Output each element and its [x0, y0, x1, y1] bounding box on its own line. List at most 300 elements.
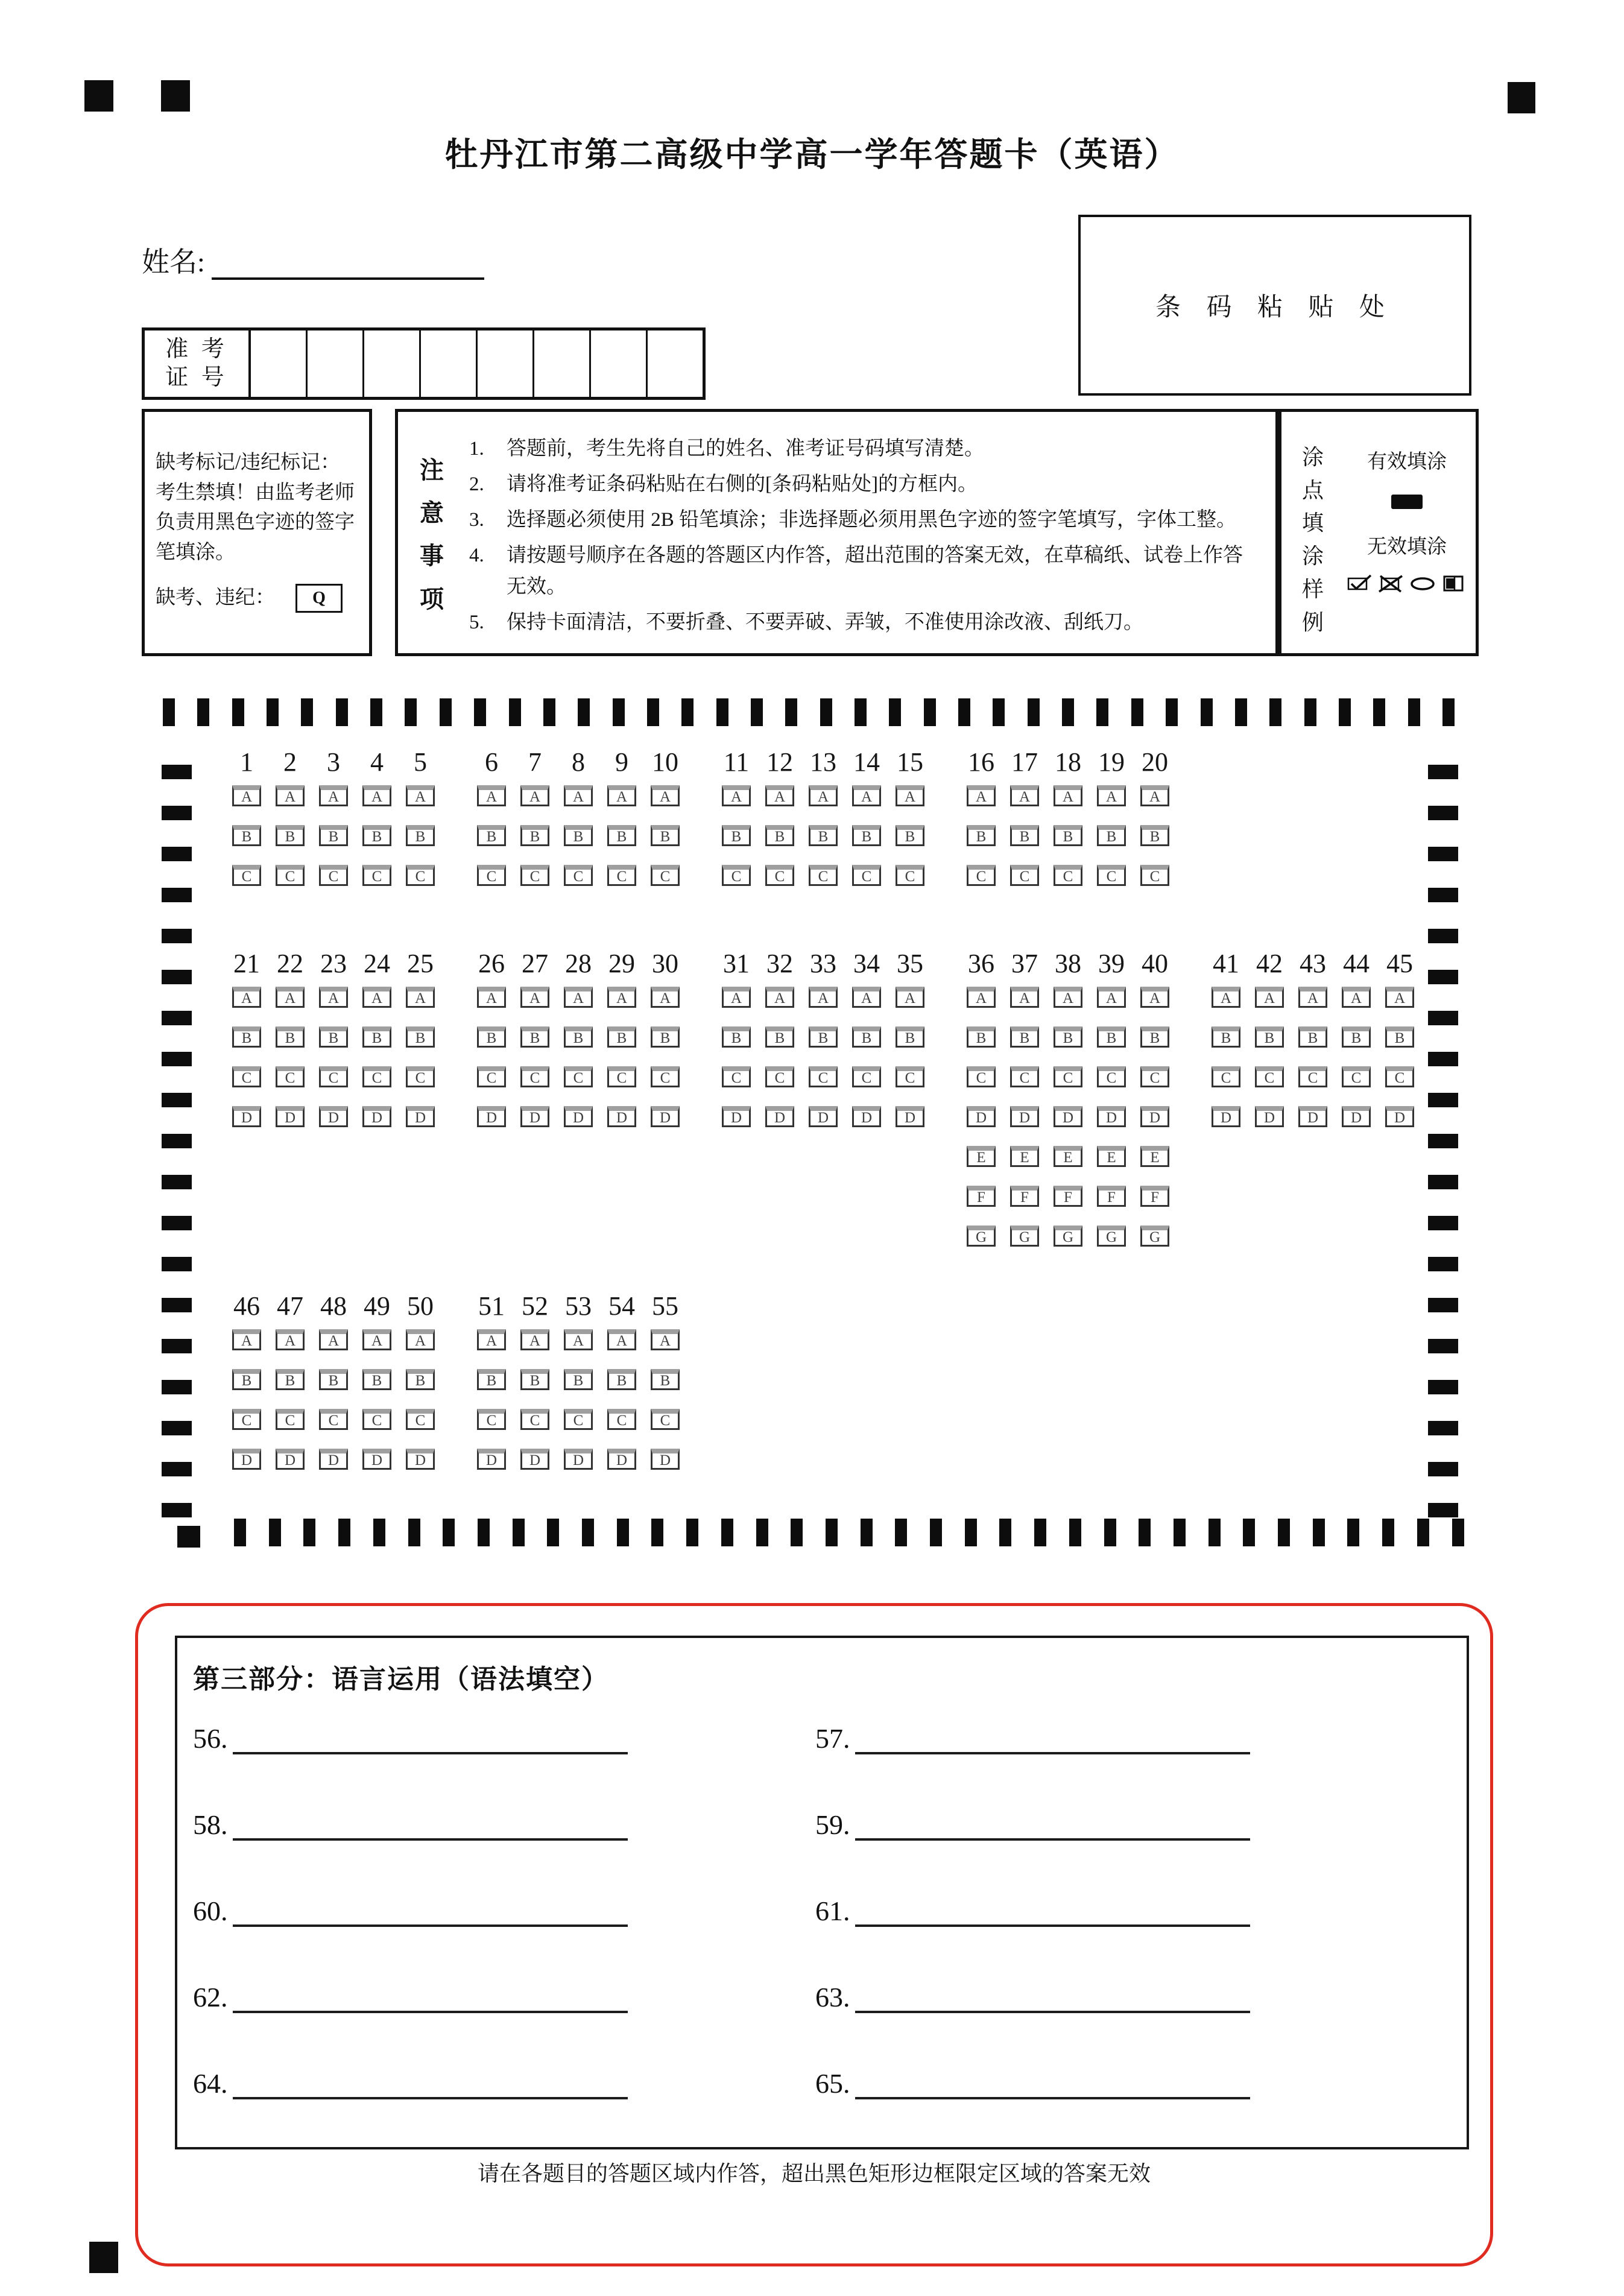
- answer-bubble-34-A[interactable]: A: [852, 987, 881, 1008]
- answer-bubble-18-C[interactable]: C: [1054, 865, 1082, 886]
- answer-bubble-11-B[interactable]: B: [722, 825, 751, 846]
- answer-bubble-55-A[interactable]: A: [651, 1329, 680, 1350]
- answer-bubble-25-A[interactable]: A: [406, 987, 435, 1008]
- grammar-answer-blank[interactable]: [233, 1721, 628, 1754]
- answer-bubble-13-A[interactable]: A: [809, 785, 838, 806]
- answer-bubble-21-B[interactable]: B: [232, 1026, 261, 1048]
- answer-bubble-42-A[interactable]: A: [1255, 987, 1284, 1008]
- question-number: 42: [1256, 949, 1283, 978]
- answer-bubble-53-D[interactable]: D: [564, 1449, 593, 1470]
- answer-bubble-14-C[interactable]: C: [852, 865, 881, 886]
- grammar-question-number: 56.: [193, 1723, 228, 1754]
- answer-bubble-52-B[interactable]: B: [520, 1369, 549, 1390]
- answer-bubble-1-A[interactable]: A: [232, 785, 261, 806]
- vertical-label-char: 意: [420, 500, 444, 527]
- answer-bubble-41-A[interactable]: A: [1212, 987, 1240, 1008]
- answer-bubble-31-D[interactable]: D: [722, 1106, 751, 1127]
- answer-bubble-31-A[interactable]: A: [722, 987, 751, 1008]
- answer-bubble-36-D[interactable]: D: [967, 1106, 996, 1127]
- answer-bubble-27-C[interactable]: C: [520, 1066, 549, 1087]
- answer-bubble-46-B[interactable]: B: [232, 1369, 261, 1390]
- answer-bubble-50-B[interactable]: B: [406, 1369, 435, 1390]
- answer-bubble-38-F[interactable]: F: [1054, 1186, 1082, 1207]
- timing-mark: [647, 698, 659, 726]
- answer-bubble-35-B[interactable]: B: [896, 1026, 924, 1048]
- answer-bubble-45-B[interactable]: B: [1385, 1026, 1414, 1048]
- answer-bubble-2-C[interactable]: C: [276, 865, 305, 886]
- barcode-paste-box[interactable]: [1078, 215, 1471, 396]
- answer-bubble-9-A[interactable]: A: [607, 785, 636, 806]
- answer-bubble-49-A[interactable]: A: [362, 1329, 391, 1350]
- timing-mark: [791, 1519, 803, 1546]
- question-number: 52: [522, 1291, 548, 1321]
- answer-bubble-23-D[interactable]: D: [319, 1106, 348, 1127]
- question-number: 45: [1386, 949, 1413, 978]
- notice-vertical-label: [398, 412, 466, 653]
- answer-bubble-53-A[interactable]: A: [564, 1329, 593, 1350]
- answer-bubble-50-A[interactable]: A: [406, 1329, 435, 1350]
- answer-bubble-54-A[interactable]: A: [607, 1329, 636, 1350]
- answer-bubble-31-C[interactable]: C: [722, 1066, 751, 1087]
- timing-mark: [1428, 929, 1458, 943]
- timing-mark: [751, 698, 763, 726]
- timing-mark: [1104, 1519, 1116, 1546]
- answer-bubble-40-F[interactable]: F: [1140, 1186, 1169, 1207]
- answer-bubble-51-C[interactable]: C: [477, 1409, 506, 1430]
- answer-bubble-17-A[interactable]: A: [1010, 785, 1039, 806]
- answer-bubble-7-A[interactable]: A: [520, 785, 549, 806]
- answer-bubble-40-A[interactable]: A: [1140, 987, 1169, 1008]
- answer-bubble-12-A[interactable]: A: [765, 785, 794, 806]
- answer-bubble-36-G[interactable]: G: [967, 1225, 996, 1247]
- vertical-label-char: 点: [1301, 478, 1324, 502]
- answer-bubble-14-A[interactable]: A: [852, 785, 881, 806]
- answer-bubble-42-B[interactable]: B: [1255, 1026, 1284, 1048]
- answer-bubble-6-C[interactable]: C: [477, 865, 506, 886]
- answer-bubble-47-B[interactable]: B: [276, 1369, 305, 1390]
- answer-bubble-50-C[interactable]: C: [406, 1409, 435, 1430]
- answer-bubble-38-A[interactable]: A: [1054, 987, 1082, 1008]
- answer-bubble-19-C[interactable]: C: [1097, 865, 1126, 886]
- timing-mark: [958, 698, 970, 726]
- answer-bubble-26-B[interactable]: B: [477, 1026, 506, 1048]
- answer-bubble-55-B[interactable]: B: [651, 1369, 680, 1390]
- answer-bubble-24-D[interactable]: D: [362, 1106, 391, 1127]
- answer-bubble-38-G[interactable]: G: [1054, 1225, 1082, 1247]
- answer-bubble-34-C[interactable]: C: [852, 1066, 881, 1087]
- answer-bubble-25-B[interactable]: B: [406, 1026, 435, 1048]
- answer-bubble-9-C[interactable]: C: [607, 865, 636, 886]
- answer-bubble-39-B[interactable]: B: [1097, 1026, 1126, 1048]
- grammar-question-number: 59.: [815, 1809, 850, 1840]
- answer-bubble-43-B[interactable]: B: [1298, 1026, 1327, 1048]
- answer-bubble-15-A[interactable]: A: [896, 785, 924, 806]
- timing-mark: [443, 1519, 455, 1546]
- answer-bubble-6-B[interactable]: B: [477, 825, 506, 846]
- timing-mark: [1442, 698, 1455, 726]
- absent-checkbox[interactable]: Q: [295, 584, 343, 613]
- answer-bubble-23-B[interactable]: B: [319, 1026, 348, 1048]
- answer-bubble-10-A[interactable]: A: [651, 785, 680, 806]
- answer-bubble-26-C[interactable]: C: [477, 1066, 506, 1087]
- answer-bubble-21-A[interactable]: A: [232, 987, 261, 1008]
- answer-bubble-13-C[interactable]: C: [809, 865, 838, 886]
- exam-id-cell[interactable]: [478, 330, 534, 397]
- answer-bubble-30-D[interactable]: D: [651, 1106, 680, 1127]
- notice-item-number: 3.: [469, 509, 484, 531]
- answer-bubble-16-B[interactable]: B: [967, 825, 996, 846]
- answer-bubble-54-B[interactable]: B: [607, 1369, 636, 1390]
- answer-bubble-28-B[interactable]: B: [564, 1026, 593, 1048]
- timing-mark: [162, 1380, 192, 1394]
- answer-bubble-41-B[interactable]: B: [1212, 1026, 1240, 1048]
- question-number: 32: [766, 949, 793, 978]
- grammar-answer-blank[interactable]: [855, 1721, 1250, 1754]
- question-number: 18: [1055, 747, 1081, 777]
- exam-id-cell[interactable]: [308, 330, 364, 397]
- answer-bubble-38-B[interactable]: B: [1054, 1026, 1082, 1048]
- answer-bubble-55-C[interactable]: C: [651, 1409, 680, 1430]
- answer-bubble-25-D[interactable]: D: [406, 1106, 435, 1127]
- answer-bubble-4-B[interactable]: B: [362, 825, 391, 846]
- answer-bubble-37-B[interactable]: B: [1010, 1026, 1039, 1048]
- answer-bubble-38-E[interactable]: E: [1054, 1146, 1082, 1167]
- answer-bubble-53-C[interactable]: C: [564, 1409, 593, 1430]
- answer-bubble-8-C[interactable]: C: [564, 865, 593, 886]
- answer-bubble-5-C[interactable]: C: [406, 865, 435, 886]
- answer-bubble-32-B[interactable]: B: [765, 1026, 794, 1048]
- notice-item: [469, 505, 1255, 536]
- answer-bubble-40-B[interactable]: B: [1140, 1026, 1169, 1048]
- grammar-answer-blank[interactable]: [233, 2066, 628, 2099]
- answer-bubble-24-A[interactable]: A: [362, 987, 391, 1008]
- question-number: 37: [1011, 949, 1038, 978]
- answer-bubble-12-C[interactable]: C: [765, 865, 794, 886]
- exam-id-cell[interactable]: [364, 330, 421, 397]
- answer-bubble-33-C[interactable]: C: [809, 1066, 838, 1087]
- answer-bubble-10-B[interactable]: B: [651, 825, 680, 846]
- answer-bubble-44-B[interactable]: B: [1342, 1026, 1371, 1048]
- timing-mark: [1304, 698, 1316, 726]
- timing-mark: [993, 698, 1005, 726]
- answer-bubble-48-D[interactable]: D: [319, 1449, 348, 1470]
- answer-bubble-16-C[interactable]: C: [967, 865, 996, 886]
- answer-bubble-2-A[interactable]: A: [276, 785, 305, 806]
- answer-bubble-43-A[interactable]: A: [1298, 987, 1327, 1008]
- answer-bubble-43-D[interactable]: D: [1298, 1106, 1327, 1127]
- answer-bubble-54-C[interactable]: C: [607, 1409, 636, 1430]
- answer-bubble-27-A[interactable]: A: [520, 987, 549, 1008]
- vertical-label-char: 样: [1301, 577, 1324, 601]
- timing-mark: [1428, 1462, 1458, 1476]
- answer-bubble-11-A[interactable]: A: [722, 785, 751, 806]
- answer-bubble-29-A[interactable]: A: [607, 987, 636, 1008]
- answer-bubble-28-D[interactable]: D: [564, 1106, 593, 1127]
- answer-bubble-51-A[interactable]: A: [477, 1329, 506, 1350]
- answer-bubble-49-B[interactable]: B: [362, 1369, 391, 1390]
- question-number: 3: [327, 747, 340, 777]
- answer-bubble-39-D[interactable]: D: [1097, 1106, 1126, 1127]
- answer-bubble-20-B[interactable]: B: [1140, 825, 1169, 846]
- answer-bubble-29-C[interactable]: C: [607, 1066, 636, 1087]
- answer-bubble-22-C[interactable]: C: [276, 1066, 305, 1087]
- answer-bubble-24-B[interactable]: B: [362, 1026, 391, 1048]
- answer-bubble-10-C[interactable]: C: [651, 865, 680, 886]
- answer-bubble-44-D[interactable]: D: [1342, 1106, 1371, 1127]
- answer-bubble-13-B[interactable]: B: [809, 825, 838, 846]
- answer-bubble-47-C[interactable]: C: [276, 1409, 305, 1430]
- answer-bubble-48-C[interactable]: C: [319, 1409, 348, 1430]
- timing-mark: [861, 1519, 873, 1546]
- answer-bubble-5-B[interactable]: B: [406, 825, 435, 846]
- answer-bubble-1-B[interactable]: B: [232, 825, 261, 846]
- answer-bubble-19-B[interactable]: B: [1097, 825, 1126, 846]
- answer-bubble-1-C[interactable]: C: [232, 865, 261, 886]
- answer-bubble-17-C[interactable]: C: [1010, 865, 1039, 886]
- answer-bubble-37-G[interactable]: G: [1010, 1225, 1039, 1247]
- answer-bubble-45-A[interactable]: A: [1385, 987, 1414, 1008]
- absent-mark-text: 缺考标记/违纪标记：考生禁填！由监考老师负责用黑色字迹的签字笔填涂。: [156, 452, 355, 563]
- answer-bubble-17-B[interactable]: B: [1010, 825, 1039, 846]
- timing-mark: [162, 847, 192, 861]
- grammar-answer-row: [193, 1807, 628, 1843]
- answer-bubble-39-E[interactable]: E: [1097, 1146, 1126, 1167]
- answer-bubble-40-C[interactable]: C: [1140, 1066, 1169, 1087]
- timing-mark: [303, 1519, 315, 1546]
- answer-bubble-5-A[interactable]: A: [406, 785, 435, 806]
- answer-bubble-23-C[interactable]: C: [319, 1066, 348, 1087]
- answer-bubble-23-A[interactable]: A: [319, 987, 348, 1008]
- notice-item: [469, 469, 1255, 500]
- answer-bubble-49-D[interactable]: D: [362, 1449, 391, 1470]
- timing-mark: [338, 1519, 350, 1546]
- exam-id-cell[interactable]: [421, 330, 478, 397]
- timing-mark: [301, 698, 313, 726]
- answer-bubble-44-A[interactable]: A: [1342, 987, 1371, 1008]
- grammar-question-number: 60.: [193, 1896, 228, 1926]
- answer-bubble-30-C[interactable]: C: [651, 1066, 680, 1087]
- answer-bubble-36-C[interactable]: C: [967, 1066, 996, 1087]
- half-filled-box-icon: [1441, 574, 1467, 593]
- answer-bubble-33-B[interactable]: B: [809, 1026, 838, 1048]
- question-number: 10: [652, 747, 678, 777]
- answer-bubble-25-C[interactable]: C: [406, 1066, 435, 1087]
- answer-bubble-42-C[interactable]: C: [1255, 1066, 1284, 1087]
- answer-bubble-27-D[interactable]: D: [520, 1106, 549, 1127]
- answer-bubble-6-A[interactable]: A: [477, 785, 506, 806]
- answer-bubble-26-A[interactable]: A: [477, 987, 506, 1008]
- answer-bubble-38-C[interactable]: C: [1054, 1066, 1082, 1087]
- answer-bubble-42-D[interactable]: D: [1255, 1106, 1284, 1127]
- answer-bubble-37-F[interactable]: F: [1010, 1186, 1039, 1207]
- exam-id-label: 准 考 证 号: [145, 330, 251, 397]
- answer-bubble-22-B[interactable]: B: [276, 1026, 305, 1048]
- answer-bubble-52-C[interactable]: C: [520, 1409, 549, 1430]
- grammar-question-number: 62.: [193, 1982, 228, 2013]
- answer-bubble-49-C[interactable]: C: [362, 1409, 391, 1430]
- answer-bubble-53-B[interactable]: B: [564, 1369, 593, 1390]
- answer-bubble-4-C[interactable]: C: [362, 865, 391, 886]
- answer-bubble-41-C[interactable]: C: [1212, 1066, 1240, 1087]
- answer-bubble-34-B[interactable]: B: [852, 1026, 881, 1048]
- answer-bubble-48-A[interactable]: A: [319, 1329, 348, 1350]
- answer-bubble-40-E[interactable]: E: [1140, 1146, 1169, 1167]
- answer-bubble-21-D[interactable]: D: [232, 1106, 261, 1127]
- grammar-answer-blank[interactable]: [233, 1979, 628, 2013]
- exam-id-cell[interactable]: [251, 330, 308, 397]
- answer-bubble-31-B[interactable]: B: [722, 1026, 751, 1048]
- answer-bubble-44-C[interactable]: C: [1342, 1066, 1371, 1087]
- answer-bubble-35-C[interactable]: C: [896, 1066, 924, 1087]
- answer-bubble-51-D[interactable]: D: [477, 1449, 506, 1470]
- answer-bubble-39-F[interactable]: F: [1097, 1186, 1126, 1207]
- answer-bubble-32-C[interactable]: C: [765, 1066, 794, 1087]
- answer-bubble-14-B[interactable]: B: [852, 825, 881, 846]
- answer-bubble-3-B[interactable]: B: [319, 825, 348, 846]
- question-number: 35: [897, 949, 923, 978]
- grammar-answer-row: [193, 1721, 628, 1757]
- vertical-label-char: 事: [420, 543, 444, 570]
- answer-bubble-2-B[interactable]: B: [276, 825, 305, 846]
- answer-bubble-33-A[interactable]: A: [809, 987, 838, 1008]
- answer-bubble-55-D[interactable]: D: [651, 1449, 680, 1470]
- timing-mark: [162, 888, 192, 902]
- answer-bubble-45-C[interactable]: C: [1385, 1066, 1414, 1087]
- answer-bubble-24-C[interactable]: C: [362, 1066, 391, 1087]
- answer-bubble-50-D[interactable]: D: [406, 1449, 435, 1470]
- section3-footer-note: 请在各题目的答题区域内作答，超出黑色矩形边框限定区域的答案无效: [477, 2162, 1151, 2186]
- answer-bubble-46-D[interactable]: D: [232, 1449, 261, 1470]
- question-number: 50: [407, 1291, 434, 1321]
- answer-bubble-38-D[interactable]: D: [1054, 1106, 1082, 1127]
- answer-bubble-37-C[interactable]: C: [1010, 1066, 1039, 1087]
- answer-bubble-33-D[interactable]: D: [809, 1106, 838, 1127]
- answer-bubble-36-F[interactable]: F: [967, 1186, 996, 1207]
- answer-bubble-32-D[interactable]: D: [765, 1106, 794, 1127]
- answer-bubble-36-E[interactable]: E: [967, 1146, 996, 1167]
- answer-bubble-3-A[interactable]: A: [319, 785, 348, 806]
- timing-mark: [373, 1519, 385, 1546]
- answer-bubble-18-A[interactable]: A: [1054, 785, 1082, 806]
- notice-item-text: 答题前，考生先将自己的姓名、准考证号码填写清楚。: [507, 438, 984, 460]
- answer-bubble-39-C[interactable]: C: [1097, 1066, 1126, 1087]
- answer-bubble-19-A[interactable]: A: [1097, 785, 1126, 806]
- answer-bubble-52-D[interactable]: D: [520, 1449, 549, 1470]
- answer-bubble-40-D[interactable]: D: [1140, 1106, 1169, 1127]
- grammar-answer-blank[interactable]: [855, 2066, 1250, 2099]
- answer-bubble-29-D[interactable]: D: [607, 1106, 636, 1127]
- answer-bubble-7-C[interactable]: C: [520, 865, 549, 886]
- invalid-fill-icons: [1347, 574, 1467, 593]
- answer-bubble-22-D[interactable]: D: [276, 1106, 305, 1127]
- notice-item-number: 1.: [469, 438, 484, 460]
- exam-id-cell[interactable]: [648, 330, 703, 397]
- timing-mark: [1417, 1519, 1429, 1546]
- question-number: 53: [565, 1291, 592, 1321]
- answer-bubble-22-A[interactable]: A: [276, 987, 305, 1008]
- answer-bubble-43-C[interactable]: C: [1298, 1066, 1327, 1087]
- timing-mark: [162, 1421, 192, 1435]
- answer-bubble-26-D[interactable]: D: [477, 1106, 506, 1127]
- answer-bubble-37-D[interactable]: D: [1010, 1106, 1039, 1127]
- timing-mark: [578, 698, 590, 726]
- answer-bubble-32-A[interactable]: A: [765, 987, 794, 1008]
- answer-bubble-47-D[interactable]: D: [276, 1449, 305, 1470]
- answer-bubble-4-A[interactable]: A: [362, 785, 391, 806]
- grammar-answer-row: [193, 2066, 628, 2102]
- grammar-answer-blank[interactable]: [233, 1893, 628, 1927]
- timing-mark: [1069, 1519, 1081, 1546]
- answer-bubble-51-B[interactable]: B: [477, 1369, 506, 1390]
- answer-bubble-40-G[interactable]: G: [1140, 1225, 1169, 1247]
- answer-bubble-8-A[interactable]: A: [564, 785, 593, 806]
- answer-bubble-28-C[interactable]: C: [564, 1066, 593, 1087]
- answer-bubble-39-G[interactable]: G: [1097, 1225, 1126, 1247]
- answer-bubble-45-D[interactable]: D: [1385, 1106, 1414, 1127]
- answer-bubble-54-D[interactable]: D: [607, 1449, 636, 1470]
- answer-bubble-39-A[interactable]: A: [1097, 987, 1126, 1008]
- grammar-answer-blank[interactable]: [855, 1979, 1250, 2013]
- grammar-answer-blank[interactable]: [855, 1807, 1250, 1841]
- answer-bubble-15-C[interactable]: C: [896, 865, 924, 886]
- exam-id-cell[interactable]: [534, 330, 591, 397]
- answer-bubble-35-D[interactable]: D: [896, 1106, 924, 1127]
- answer-bubble-52-A[interactable]: A: [520, 1329, 549, 1350]
- answer-bubble-16-A[interactable]: A: [967, 785, 996, 806]
- answer-bubble-28-A[interactable]: A: [564, 987, 593, 1008]
- name-blank[interactable]: [212, 247, 484, 280]
- answer-bubble-34-D[interactable]: D: [852, 1106, 881, 1127]
- answer-bubble-36-B[interactable]: B: [967, 1026, 996, 1048]
- answer-bubble-8-B[interactable]: B: [564, 825, 593, 846]
- answer-bubble-37-A[interactable]: A: [1010, 987, 1039, 1008]
- answer-bubble-46-A[interactable]: A: [232, 1329, 261, 1350]
- answer-bubble-15-B[interactable]: B: [896, 825, 924, 846]
- answer-bubble-30-B[interactable]: B: [651, 1026, 680, 1048]
- answer-bubble-41-D[interactable]: D: [1212, 1106, 1240, 1127]
- timing-mark: [162, 1503, 192, 1517]
- exam-id-cell[interactable]: [591, 330, 648, 397]
- grammar-answer-blank[interactable]: [855, 1893, 1250, 1927]
- answer-bubble-35-A[interactable]: A: [896, 987, 924, 1008]
- answer-bubble-36-A[interactable]: A: [967, 987, 996, 1008]
- answer-bubble-9-B[interactable]: B: [607, 825, 636, 846]
- answer-bubble-3-C[interactable]: C: [319, 865, 348, 886]
- answer-bubble-46-C[interactable]: C: [232, 1409, 261, 1430]
- answer-bubble-27-B[interactable]: B: [520, 1026, 549, 1048]
- answer-bubble-12-B[interactable]: B: [765, 825, 794, 846]
- answer-bubble-30-A[interactable]: A: [651, 987, 680, 1008]
- notice-item-text: 请按题号顺序在各题的答题区内作答，超出范围的答案无效，在草稿纸、试卷上作答无效。: [507, 545, 1243, 598]
- answer-bubble-20-A[interactable]: A: [1140, 785, 1169, 806]
- timing-mark: [1428, 847, 1458, 861]
- answer-bubble-11-C[interactable]: C: [722, 865, 751, 886]
- answer-bubble-18-B[interactable]: B: [1054, 825, 1082, 846]
- timing-mark: [1096, 698, 1108, 726]
- answer-bubble-20-C[interactable]: C: [1140, 865, 1169, 886]
- timing-mark: [370, 698, 382, 726]
- answer-bubble-7-B[interactable]: B: [520, 825, 549, 846]
- grammar-answer-blank[interactable]: [233, 1807, 628, 1841]
- answer-bubble-29-B[interactable]: B: [607, 1026, 636, 1048]
- answer-bubble-48-B[interactable]: B: [319, 1369, 348, 1390]
- answer-block: [225, 948, 1449, 1265]
- question-group: [715, 948, 932, 1146]
- answer-bubble-37-E[interactable]: E: [1010, 1146, 1039, 1167]
- answer-bubble-21-C[interactable]: C: [232, 1066, 261, 1087]
- answer-bubble-47-A[interactable]: A: [276, 1329, 305, 1350]
- notice-list: [466, 412, 1275, 653]
